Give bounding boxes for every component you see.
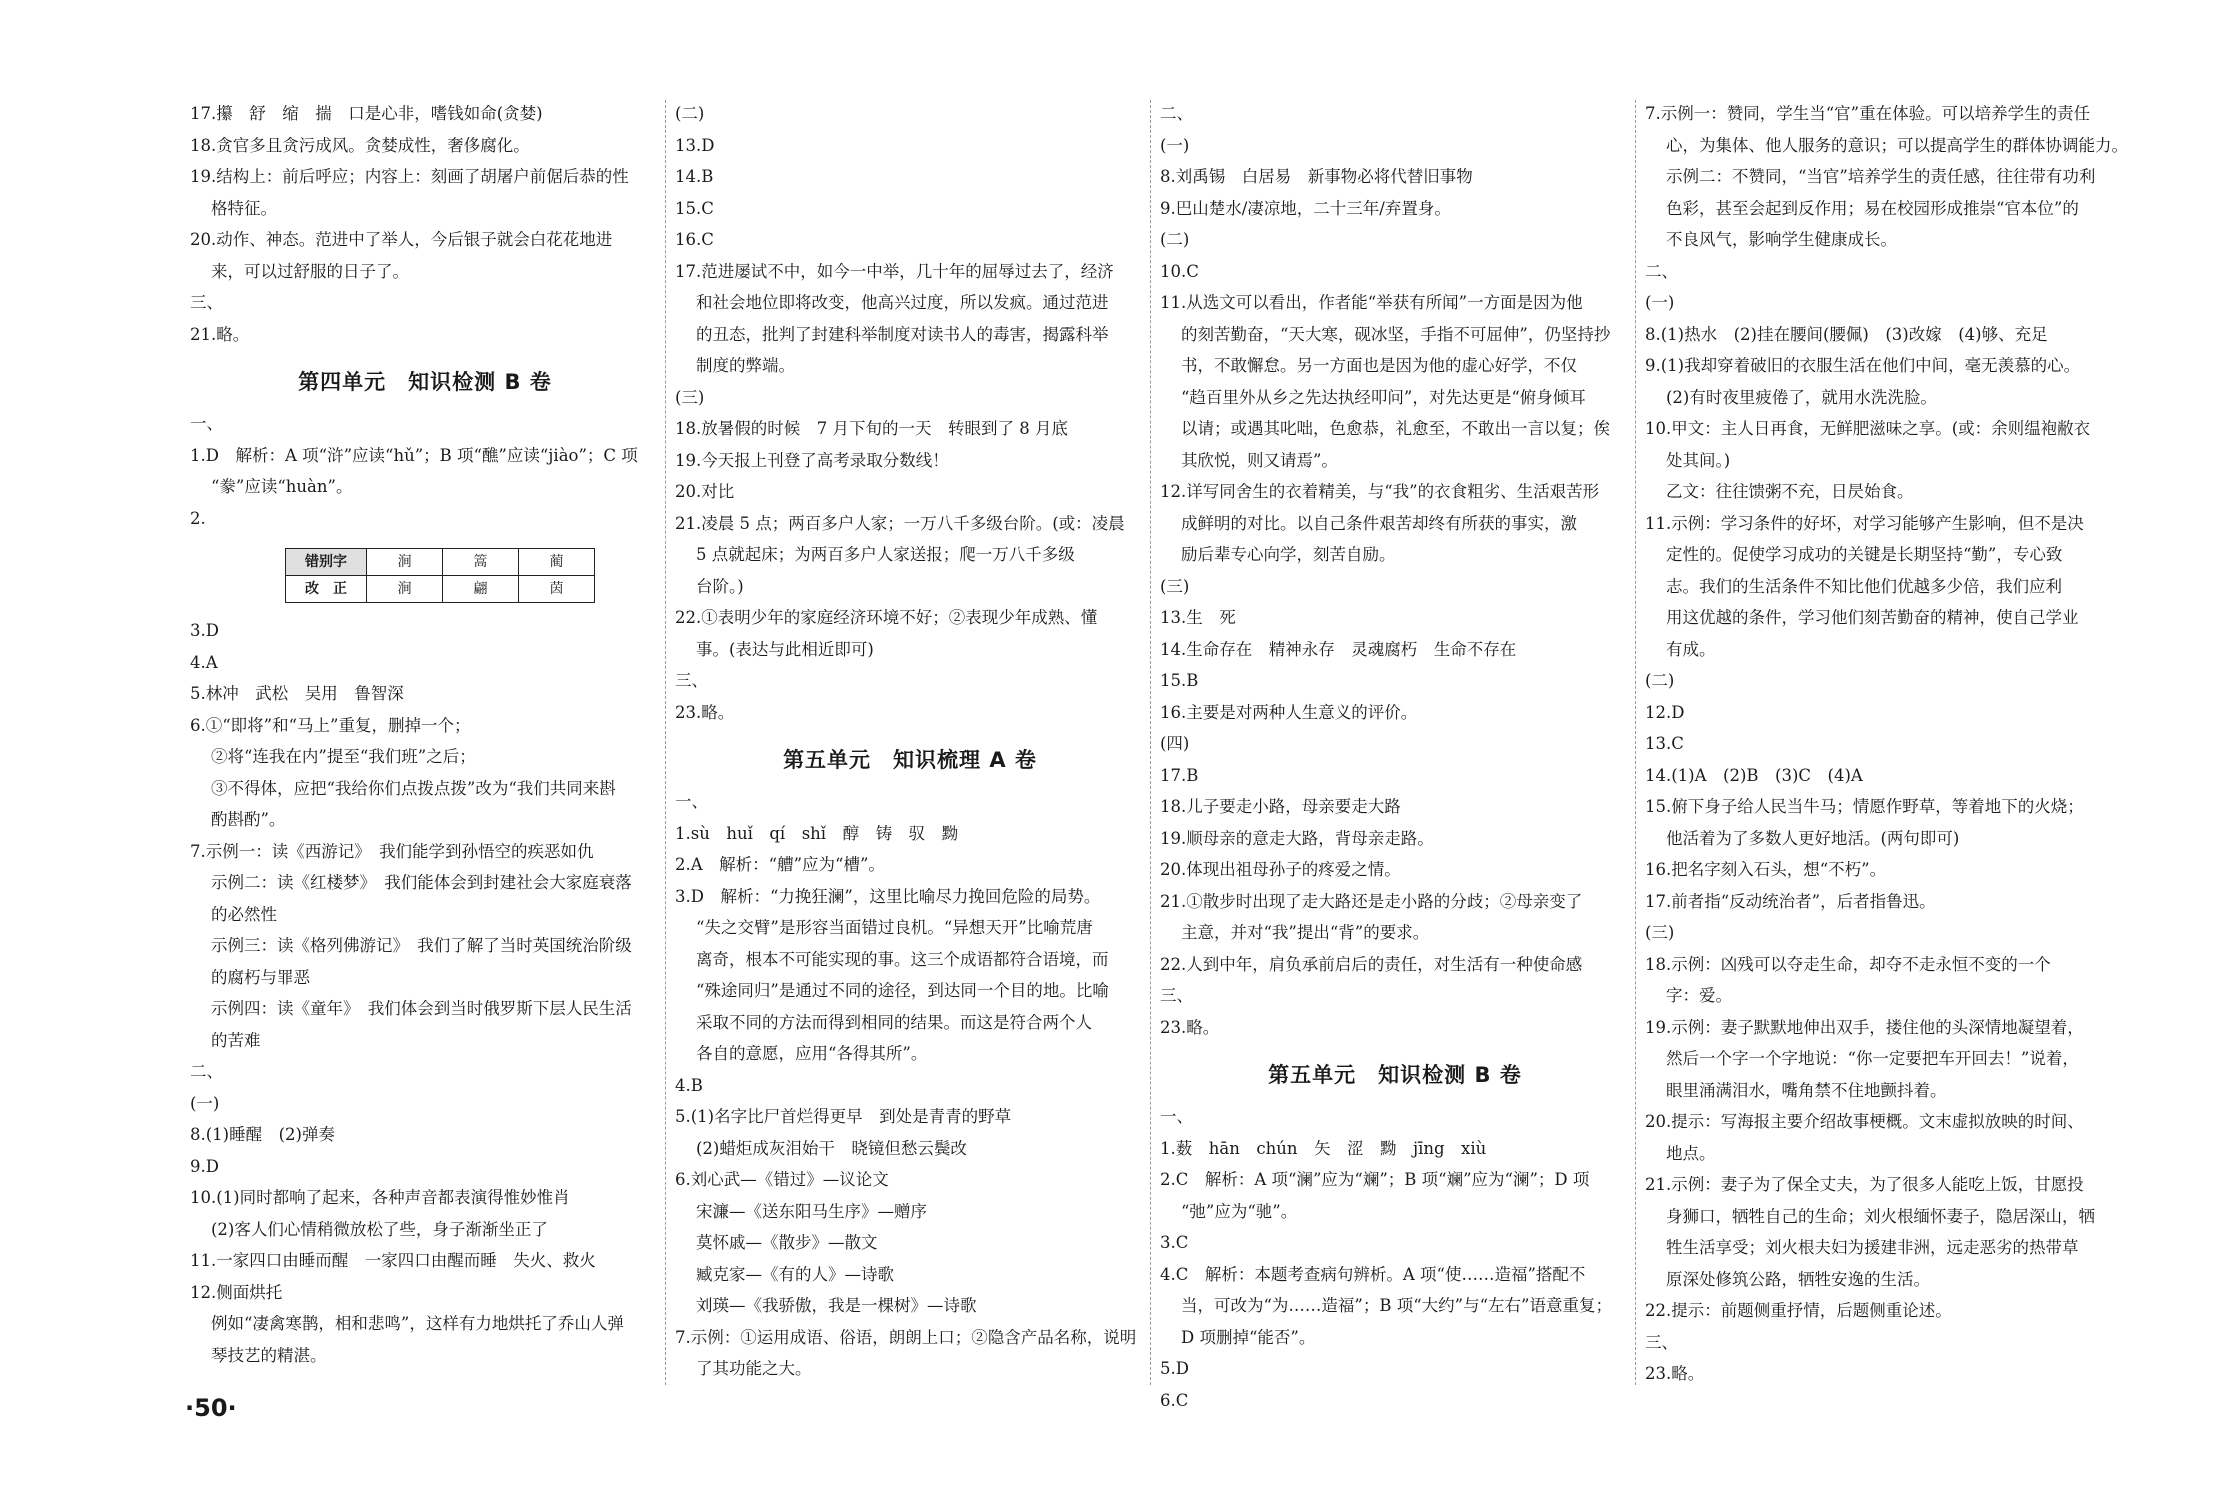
column-divider xyxy=(1150,100,1151,1385)
answer-line: 制度的弊端。 xyxy=(696,356,795,375)
answer-line: 的苦难 xyxy=(211,1030,261,1050)
answer-lines xyxy=(1160,98,1630,1043)
answer-line: “趋百里外从乡之先达执经叩问”，对先达更是“俯身倾耳 xyxy=(1181,387,1586,407)
answer-line: 7.示例一：读《西游记》 我们能学到孙悟空的疾恶如仇 xyxy=(190,841,594,861)
answer-line: 成鲜明的对比。以自己条件艰苦却终有所获的事实，激 xyxy=(1181,513,1577,533)
answer-line: 然后一个字一个字地说：“你一定要把车开回去！”说着， xyxy=(1666,1049,2079,1068)
column-3 xyxy=(1160,98,1630,1416)
answer-line: 琴技艺的精湛。 xyxy=(211,1345,327,1365)
answer-line: 5.(1)名字比尸首烂得更早 到处是青青的野草 xyxy=(675,1107,1012,1126)
answer-line: 9.巴山楚水/凄凉地，二十三年/弃置身。 xyxy=(1160,198,1451,218)
answer-line: 二、 xyxy=(1160,104,1193,123)
answer-line: 17.B xyxy=(1160,765,1199,785)
answer-line: 21.示例：妻子为了保全丈夫，为了很多人能吃上饭，甘愿投 xyxy=(1645,1175,2084,1194)
answer-line: 8.刘禹锡 白居易 新事物必将代替旧事物 xyxy=(1160,167,1473,186)
column-2 xyxy=(675,98,1145,1385)
answer-line: (一) xyxy=(1645,293,1675,312)
answer-line: 当，可改为“为……造福”；B 项“大约”与“左右”语意重复； xyxy=(1181,1296,1612,1315)
answer-line: 他活着为了多数人更好地活。(两句即可) xyxy=(1666,828,1960,848)
answer-line: 3.C xyxy=(1160,1233,1189,1252)
answer-line: 13.D xyxy=(675,135,715,155)
answer-lines xyxy=(190,615,660,1371)
answer-line: 采取不同的方法而得到相同的结果。而这是符合两个人 xyxy=(696,1012,1092,1032)
answer-line: 5 点就起床；为两百多户人家送报；爬一万八千多级 xyxy=(696,545,1075,564)
answer-line: 4.B xyxy=(675,1075,703,1095)
answer-line: 示例四：读《童年》 我们体会到当时俄罗斯下层人民生活 xyxy=(211,999,632,1018)
answer-line: 三、 xyxy=(1645,1332,1678,1352)
answer-line: “失之交臂”是形容当面错过良机。“异想天开”比喻荒唐 xyxy=(696,918,1093,937)
answer-line: 21.①散步时出现了走大路还是走小路的分歧；②母亲变了 xyxy=(1160,891,1583,911)
answer-line: 3.D 解析：“力挽狂澜”，这里比喻尽力挽回危险的局势。 xyxy=(675,886,1101,906)
answer-line: (一) xyxy=(1160,135,1190,155)
table-cell: 改 正 xyxy=(286,576,367,603)
answer-line: 各自的意愿，应用“各得其所”。 xyxy=(696,1044,928,1063)
answer-line: 一、 xyxy=(1160,1107,1193,1126)
answer-line: 主意，并对“我”提出“背”的要求。 xyxy=(1181,923,1430,942)
answer-line: “殊途同归”是通过不同的途径，到达同一个目的地。比喻 xyxy=(696,981,1109,1000)
answer-line: 10.C xyxy=(1160,261,1199,281)
answer-line: 5.林冲 武松 吴用 鲁智深 xyxy=(190,684,404,703)
correction-table xyxy=(285,548,595,603)
answer-line: 三、 xyxy=(675,671,708,690)
answer-line: (2)有时夜里疲倦了，就用水洗洗脸。 xyxy=(1666,387,1937,407)
answer-line: 示例二：读《红楼梦》 我们能体会到封建社会大家庭衰落 xyxy=(211,873,632,892)
answer-lines xyxy=(675,98,1145,728)
answer-line: 18.贪官多且贪污成风。贪婪成性，奢侈腐化。 xyxy=(190,135,530,155)
answer-line: 字：爱。 xyxy=(1666,986,1732,1005)
answer-line: 事。(表达与此相近即可) xyxy=(696,639,874,659)
answer-line: 22.提示：前题侧重抒情，后题侧重论述。 xyxy=(1645,1301,1952,1320)
column-divider xyxy=(1635,100,1636,1385)
answer-line: 16.主要是对两种人生意义的评价。 xyxy=(1160,702,1418,722)
answer-line: 来，可以过舒服的日子了。 xyxy=(211,261,409,281)
answer-line: 以请；或遇其叱咄，色愈恭，礼愈至，不敢出一言以复；俟 xyxy=(1181,419,1610,438)
answer-line: 20.动作、神态。范进中了举人，今后银子就会白花花地进 xyxy=(190,230,613,249)
answer-line: (二) xyxy=(1645,671,1675,690)
answer-line: 16.把名字刻入石头，想“不朽”。 xyxy=(1645,860,1887,879)
answer-line: (2)客人们心情稍微放松了些，身子渐渐坐正了 xyxy=(211,1219,548,1239)
section-heading: 第五单元 知识检测 B 卷 xyxy=(1268,1063,1522,1087)
answer-line: 励后辈专心向学，刻苦自励。 xyxy=(1181,545,1396,564)
answer-line: 三、 xyxy=(190,293,223,312)
answer-lines xyxy=(190,408,660,534)
answer-line: (三) xyxy=(1160,576,1190,596)
answer-line: 9.(1)我却穿着破旧的衣服生活在他们中间，毫无羡慕的心。 xyxy=(1645,356,2081,375)
answer-line: 了其功能之大。 xyxy=(696,1359,812,1378)
answer-line: 7.示例：①运用成语、俗语，朗朗上口；②隐含产品名称，说明 xyxy=(675,1327,1137,1347)
answer-line: 14.生命存在 精神永存 灵魂腐朽 生命不存在 xyxy=(1160,639,1517,659)
answer-line: 20.体现出祖母孙子的疼爱之情。 xyxy=(1160,860,1401,879)
answer-line: 眼里涌满泪水，嘴角禁不住地颤抖着。 xyxy=(1666,1080,1947,1100)
answer-line: 4.C 解析：本题考查病句辨析。A 项“使……造福”搭配不 xyxy=(1160,1264,1586,1284)
answer-line: 14.B xyxy=(675,167,714,186)
answer-line: ②将“连我在内”提至“我们班”之后； xyxy=(211,747,476,766)
answer-line: (二) xyxy=(675,104,705,123)
answer-line: (一) xyxy=(190,1093,220,1113)
section-heading: 第四单元 知识检测 B 卷 xyxy=(298,370,552,394)
answer-line: 一、 xyxy=(675,792,708,811)
answer-line: 21.凌晨 5 点；两百多户人家；一万八千多级台阶。(或：凌晨 xyxy=(675,513,1125,533)
answer-line: 22.①表明少年的家庭经济环境不好；②表现少年成熟、懂 xyxy=(675,608,1098,627)
answer-line: 格特征。 xyxy=(211,198,277,218)
answer-line: 示例三：读《格列佛游记》 我们了解了当时英国统治阶级 xyxy=(211,936,632,955)
table-cell: 茵 xyxy=(519,576,595,603)
answer-line: 心，为集体、他人服务的意识；可以提高学生的群体协调能力。 xyxy=(1666,135,2128,155)
answer-line: 8.(1)热水 (2)挂在腰间(腰佩) (3)改嫁 (4)够、充足 xyxy=(1645,324,2048,344)
answer-line: (四) xyxy=(1160,734,1190,753)
answer-line: 11.从选文可以看出，作者能“举获有所闻”一方面是因为他 xyxy=(1160,293,1583,312)
answer-line: 三、 xyxy=(1160,986,1193,1005)
answer-line: 的必然性 xyxy=(211,904,277,924)
answer-line: 其欣悦，则又请焉”。 xyxy=(1181,450,1338,470)
table-cell: 涧 xyxy=(367,576,443,603)
answer-line: 身狮口，牺牲自己的生命；刘火根缅怀妻子，隐居深山，牺 xyxy=(1666,1206,2095,1226)
answer-line: 示例二：不赞同，“当官”培养学生的责任感，往往带有功利 xyxy=(1666,167,2096,186)
answer-line: 20.对比 xyxy=(675,482,735,501)
answer-line: 2.C 解析：A 项“澜”应为“斓”；B 项“斓”应为“澜”；D 项 xyxy=(1160,1170,1590,1189)
column-4 xyxy=(1645,98,2128,1390)
answer-line: 19.结构上：前后呼应；内容上：刻画了胡屠户前倨后恭的性 xyxy=(190,167,629,186)
answer-line: 10.(1)同时都响了起来，各种声音都表演得惟妙惟肖 xyxy=(190,1188,570,1207)
answer-line: 的刻苦勤奋，“天大寒，砚冰坚，手指不可屈伸”，仍坚持抄 xyxy=(1181,324,1611,344)
table-cell: 涧 xyxy=(367,549,443,576)
answer-line: 1.D 解析：A 项“浒”应读“hǔ”；B 项“醮”应读“jiào”；C 项 xyxy=(190,445,638,465)
answer-line: 的腐朽与罪恶 xyxy=(211,967,310,987)
answer-line: 12.侧面烘托 xyxy=(190,1282,283,1302)
answer-line: 19.示例：妻子默默地伸出双手，搂住他的头深情地凝望着， xyxy=(1645,1017,2084,1037)
answer-line: 地点。 xyxy=(1666,1143,1716,1163)
answer-line: 22.人到中年，肩负承前启后的责任，对生活有一种使命感 xyxy=(1160,954,1583,974)
answer-line: 二、 xyxy=(1645,261,1678,281)
answer-line: (三) xyxy=(1645,923,1675,942)
answer-line: 2. xyxy=(190,508,206,528)
answer-line: 14.(1)A (2)B (3)C (4)A xyxy=(1645,765,1863,785)
answer-line: 18.儿子要走小路，母亲要走大路 xyxy=(1160,797,1401,816)
answer-line: 3.D xyxy=(190,621,219,640)
answer-line: 15.C xyxy=(675,198,714,218)
answer-line: 8.(1)睡醒 (2)弹奏 xyxy=(190,1125,335,1144)
answer-line: 17.攥 舒 缩 揣 口是心非，嗜钱如命(贪婪) xyxy=(190,104,543,123)
answer-line: 定性的。促使学习成功的关键是长期坚持“勤”，专心致 xyxy=(1666,545,2063,564)
answer-line: 乙文：往往馈粥不充，日昃始食。 xyxy=(1666,482,1914,501)
column-1 xyxy=(190,98,660,1371)
answer-line: 4.A xyxy=(190,652,218,672)
answer-line: 17.前者指“反动统治者”，后者指鲁迅。 xyxy=(1645,891,1936,911)
answer-line: 21.略。 xyxy=(190,324,250,344)
answer-line: 书，不敢懈怠。另一方面也是因为他的虚心好学，不仅 xyxy=(1181,356,1577,375)
answer-line: 17.范进屡试不中，如今一中举，几十年的屈辱过去了，经济 xyxy=(675,261,1114,281)
answer-line: 刘瑛—《我骄傲，我是一棵树》—诗歌 xyxy=(696,1296,977,1315)
answer-line: (三) xyxy=(675,387,705,407)
answer-line: 用这优越的条件，学习他们刻苦勤奋的精神，使自己学业 xyxy=(1666,608,2079,627)
answer-line: 6.①“即将”和“马上”重复，删掉一个； xyxy=(190,715,471,735)
answer-line: D 项删掉“能否”。 xyxy=(1181,1327,1316,1347)
answer-line: “豢”应读“huàn”。 xyxy=(211,477,353,496)
answer-line: 19.今天报上刊登了高考录取分数线！ xyxy=(675,450,949,470)
answer-line: 23.略。 xyxy=(1160,1017,1220,1037)
section-heading: 第五单元 知识梳理 A 卷 xyxy=(783,748,1037,772)
answer-line: 20.提示：写海报主要介绍故事梗概。文末虚拟放映的时间、 xyxy=(1645,1112,2084,1131)
answer-line: 15.俯下身子给人民当牛马；情愿作野草，等着地下的火烧； xyxy=(1645,797,2084,816)
answer-line: 1.薮 hān chún 矢 涩 黝 jīng xiù xyxy=(1160,1138,1487,1158)
answer-line: 15.B xyxy=(1160,671,1199,690)
table-cell: 篙 xyxy=(443,549,519,576)
answer-line: 莫怀戚—《散步》—散文 xyxy=(696,1233,878,1252)
answer-line: 10.甲文：主人日再食，无鲜肥滋味之享。(或：余则缊袍敝衣 xyxy=(1645,419,2091,438)
page-number: ·50· xyxy=(185,1394,237,1422)
answer-line: 19.顺母亲的意走大路，背母亲走路。 xyxy=(1160,828,1434,848)
answer-line: “弛”应为“驰”。 xyxy=(1181,1201,1298,1221)
answer-lines xyxy=(1645,98,2128,1390)
answer-line: 13.生 死 xyxy=(1160,608,1236,627)
answer-line: 志。我们的生活条件不知比他们优越多少倍，我们应利 xyxy=(1666,576,2062,596)
answer-line: (2)蜡炬成灰泪始干 晓镜但愁云鬓改 xyxy=(696,1138,967,1158)
answer-line: 例如“凄禽寒鹊，相和悲鸣”，这样有力地烘托了乔山人弹 xyxy=(211,1314,624,1333)
answer-line: 11.一家四口由睡而醒 一家四口由醒而睡 失火、救火 xyxy=(190,1251,596,1270)
answer-line: 6.C xyxy=(1160,1390,1189,1410)
answer-line: 酌斟酌”。 xyxy=(211,810,286,829)
table-cell: 翩 xyxy=(443,576,519,603)
answer-lines xyxy=(675,786,1145,1385)
answer-line: 牲生活享受；刘火根夫妇为援建非洲，远走恶劣的热带草 xyxy=(1666,1238,2079,1257)
answer-line: 13.C xyxy=(1645,734,1684,753)
answer-line: (二) xyxy=(1160,230,1190,249)
table-row xyxy=(286,549,595,576)
table-cell: 蔺 xyxy=(519,549,595,576)
answer-line: 宋濂—《送东阳马生序》—赠序 xyxy=(696,1201,927,1221)
answer-line: 5.D xyxy=(1160,1359,1189,1378)
answer-line: 一、 xyxy=(190,414,223,433)
answer-line: 11.示例：学习条件的好坏，对学习能够产生影响，但不是决 xyxy=(1645,513,2084,533)
answer-line: 16.C xyxy=(675,230,714,249)
table-cell: 错别字 xyxy=(286,549,367,576)
answer-line: 二、 xyxy=(190,1062,223,1081)
table-row xyxy=(286,576,595,603)
answer-line: 1.sù huǐ qí shǐ 醇 铸 驭 黝 xyxy=(675,823,959,843)
answer-line: 6.刘心武—《错过》—议论文 xyxy=(675,1170,889,1189)
answer-line: 18.放暑假的时候 7 月下旬的一天 转眼到了 8 月底 xyxy=(675,419,1068,438)
answer-line: 18.示例：凶残可以夺走生命，却夺不走永恒不变的一个 xyxy=(1645,954,2051,974)
answer-line: 2.A 解析：“艚”应为“槽”。 xyxy=(675,855,885,874)
answer-lines xyxy=(190,98,660,350)
answer-line: ③不得体，应把“我给你们点拨点拨”改为“我们共同来斟 xyxy=(211,778,616,798)
answer-line: 7.示例一：赞同，学生当“官”重在体验。可以培养学生的责任 xyxy=(1645,104,2091,123)
answer-line: 23.略。 xyxy=(675,702,735,722)
answer-line: 原深处修筑公路，牺牲安逸的生活。 xyxy=(1666,1269,1930,1289)
answer-line: 12.详写同舍生的衣着精美，与“我”的衣食粗劣、生活艰苦形 xyxy=(1160,482,1600,501)
answer-lines xyxy=(1160,1101,1630,1416)
answer-line: 处其间。) xyxy=(1666,450,1731,470)
answer-line: 23.略。 xyxy=(1645,1364,1705,1383)
answer-line: 的丑态，批判了封建科举制度对读书人的毒害，揭露科举 xyxy=(696,324,1109,344)
answer-line: 9.D xyxy=(190,1156,219,1176)
answer-line: 离奇，根本不可能实现的事。这三个成语都符合语境，而 xyxy=(696,949,1109,969)
answer-line: 有成。 xyxy=(1666,639,1716,659)
answer-line: 台阶。) xyxy=(696,576,744,596)
answer-line: 臧克家—《有的人》—诗歌 xyxy=(696,1264,894,1284)
answer-line: 和社会地位即将改变，他高兴过度，所以发疯。通过范进 xyxy=(696,293,1109,312)
column-divider xyxy=(665,100,666,1385)
answer-line: 不良风气，影响学生健康成长。 xyxy=(1666,230,1897,249)
answer-line: 色彩，甚至会起到反作用；易在校园形成推崇“官本位”的 xyxy=(1666,198,2079,218)
answer-line: 12.D xyxy=(1645,702,1685,722)
